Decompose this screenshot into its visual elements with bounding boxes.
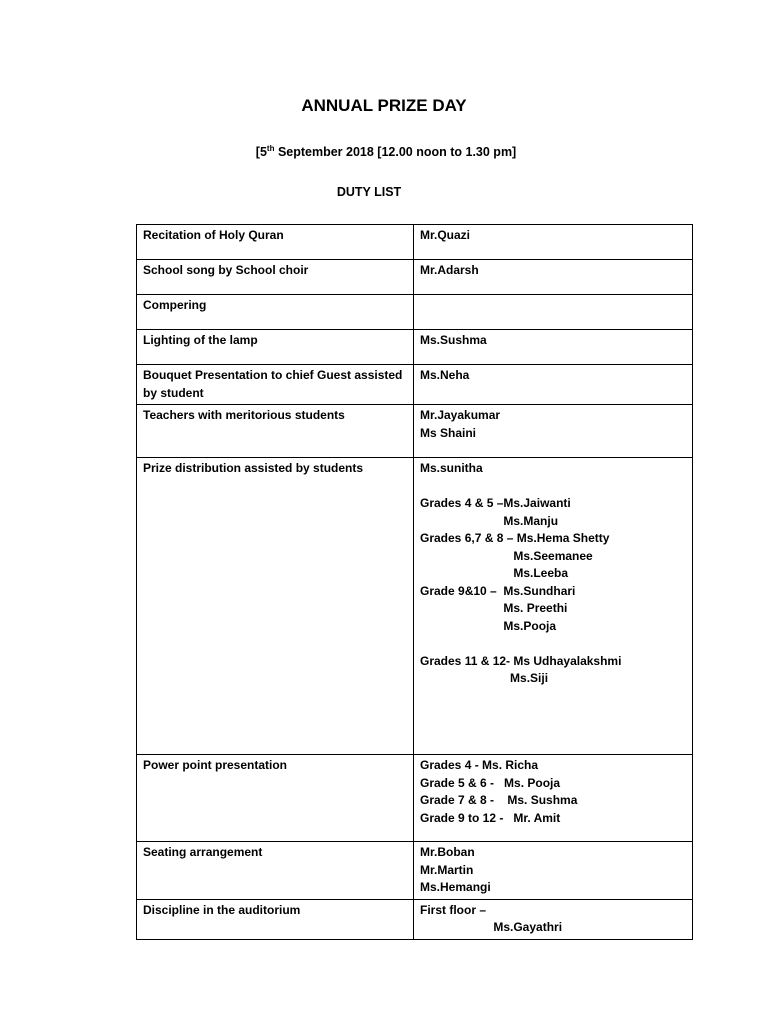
- assignee-line: Ms Shaini: [420, 425, 477, 440]
- duty-row: [137, 295, 693, 330]
- assignee-line: Grade 7 & 8 - Ms. Sushma: [420, 793, 578, 807]
- duty-row: [137, 405, 693, 458]
- assignee-line: Ms.Manju: [420, 513, 559, 528]
- assignee-line: Grade 5 & 6 - Ms. Pooja: [420, 775, 561, 790]
- duty-task: Teachers with meritorious students: [137, 405, 414, 458]
- duty-row: [137, 899, 693, 939]
- duty-assignee: [414, 260, 693, 295]
- duty-row: [137, 260, 693, 295]
- duty-task: Seating arrangement: [137, 842, 414, 900]
- assignee-line: Ms.Gayathri: [420, 920, 563, 934]
- duty-task: Discipline in the auditorium: [137, 899, 414, 939]
- duty-row: [137, 365, 693, 405]
- duty-row: [137, 330, 693, 365]
- duty-row: [137, 458, 693, 755]
- assignee-line: Ms. Preethi: [420, 601, 568, 615]
- date-rest: September 2018 [12.00 noon to 1.30 pm]: [274, 145, 517, 159]
- duty-list-heading: DUTY LIST: [336, 185, 402, 199]
- date-superscript: th: [266, 144, 275, 153]
- duty-row: [137, 755, 693, 842]
- duty-table: [136, 224, 693, 940]
- duty-task: Recitation of Holy Quran: [137, 225, 414, 260]
- assignee-line: Grade 9&10 – Ms.Sundhari: [420, 583, 576, 598]
- date-open: [5: [255, 145, 267, 159]
- assignee-line: Ms.sunitha: [420, 461, 483, 475]
- duty-task: Bouquet Presentation to chief Guest assisted by student: [137, 365, 414, 405]
- assignee-line: Mr.Quazi: [420, 228, 471, 242]
- assignee-line: [420, 635, 686, 653]
- assignee-line: Grades 6,7 & 8 – Ms.Hema Shetty: [420, 531, 610, 545]
- assignee-line: Ms.Siji: [420, 671, 549, 685]
- assignee-line: Ms.Hemangi: [420, 880, 491, 894]
- assignee-line: Ms.Seemanee: [420, 548, 593, 563]
- duty-assignee: [414, 755, 693, 842]
- assignee-line: Ms.Pooja: [420, 618, 557, 633]
- assignee-line: Mr.Jayakumar: [420, 408, 501, 422]
- assignee-line: Ms.Sushma: [420, 333, 487, 347]
- duty-task: Prize distribution assisted by students: [137, 458, 414, 755]
- duty-assignee: [414, 365, 693, 405]
- duty-task: School song by School choir: [137, 260, 414, 295]
- duty-assignee: [414, 330, 693, 365]
- duty-row: [137, 842, 693, 900]
- assignee-line: Ms.Leeba: [420, 566, 569, 580]
- assignee-line: Mr.Adarsh: [420, 263, 479, 277]
- assignee-line: Grades 11 & 12- Ms Udhayalakshmi: [420, 653, 622, 668]
- event-date-time: [0, 145, 768, 159]
- assignee-line: Grades 4 & 5 –Ms.Jaiwanti: [420, 496, 571, 510]
- duty-assignee: [414, 899, 693, 939]
- assignee-line: First floor –: [420, 902, 487, 917]
- duty-row: [137, 225, 693, 260]
- assignee-line: Grade 9 to 12 - Mr. Amit: [420, 810, 561, 825]
- assignee-line: [420, 478, 686, 496]
- assignee-line: Mr.Martin: [420, 862, 474, 877]
- duty-task: Lighting of the lamp: [137, 330, 414, 365]
- duty-table-body: [137, 225, 693, 940]
- duty-assignee: [414, 405, 693, 458]
- duty-task: Power point presentation: [137, 755, 414, 842]
- duty-assignee: [414, 458, 693, 755]
- document-title: ANNUAL PRIZE DAY: [301, 96, 467, 115]
- duty-assignee: [414, 225, 693, 260]
- duty-assignee: [414, 295, 693, 330]
- duty-assignee: [414, 842, 693, 900]
- assignee-line: Grades 4 - Ms. Richa: [420, 758, 539, 772]
- assignee-line: Mr.Boban: [420, 845, 475, 859]
- assignee-line: Ms.Neha: [420, 368, 470, 382]
- duty-task: Compering: [137, 295, 414, 330]
